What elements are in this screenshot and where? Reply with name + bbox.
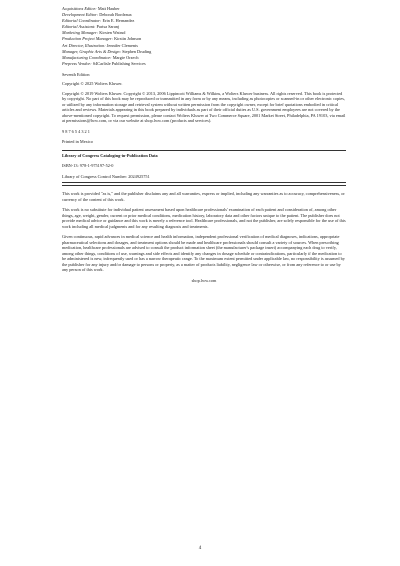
credit-name: Deborah Bordeaux xyxy=(99,12,132,18)
credit-role: Marketing Manager: xyxy=(62,30,99,36)
copyright-page xyxy=(62,6,346,283)
credits-list xyxy=(62,6,346,67)
copyright-line: Copyright © 2025 Wolters Kluwer. xyxy=(62,81,123,87)
copyright-paragraph: Copyright © 2019 Wolters Kluwer. Copyright © 2013, 2006 Lippincott Williams & Wilkins, a Wolters Kluwer business. All rights reserved. This book is protected by copyright. No part of this book may be reproduced or transmitted in any form or by any means, including as photocopies or scanned-in or other electronic copies, or utilized by any information storage and retrieval system without written permission from the copyright owner, except for brief quotations embodied in critical articles and reviews. Materials appearing in this book prepared by individuals as part of their official duties as U.S. government employees are not covered by the above-mentioned copyright. To request permission, please contact Wolters Kluwer at Two Commerce Square, 2001 Market Street, Philadelphia, PA 19103, via email at permissions@lww.com, or via our website at shop.lww.com (products and services). xyxy=(62,90,346,124)
credit-name: Kirsten Watrud xyxy=(99,30,126,36)
disclaimer-paragraph: This work is provided "as is," and the publisher disclaims any and all warranties, express or implied, including any warranties as to accuracy, comprehensiveness, or currency of the content of this work. xyxy=(62,191,345,202)
credit-name: Erin E. Hernandez xyxy=(102,18,135,24)
page-number: 4 xyxy=(198,546,202,551)
edition-text: Seventh Edition xyxy=(62,71,90,77)
credit-name: Parisa Saranj xyxy=(96,24,120,30)
disclaimer-paragraph: Given continuous, rapid advances in medical science and health information, independent professional verification of medical diagnoses, indications, appropriate pharmaceutical selections and dosages, and treatment options should be made and healthcare professionals should consult a variety of sources. When prescribing medication, healthcare professionals are advised to consult the product information sheet (the manufacturer's package insert) accompanying each drug to verify, among other things, conditions of use, warnings and side effects and identify any changes in dosage schedule or contraindications, particularly if the medication to be administered is new, infrequently used or has a narrow therapeutic range. To the maximum extent permitted under applicable law, no responsibility is assumed by the publisher for any injury and/or damage to persons or property, as a matter of products liability, negligence law or otherwise, or from any reference to or use by any person of this work. xyxy=(62,234,345,273)
cip-title: Library of Congress Cataloging-in-Publication Data xyxy=(62,152,158,158)
credit-role: Acquisitions Editor: xyxy=(62,6,97,11)
credit-role: Manager, Graphic Arts & Design: xyxy=(62,48,121,54)
credit-name: Kirstin Johnson xyxy=(114,36,142,42)
lccn-text: Library of Congress Control Number: 2024925751 xyxy=(62,173,150,179)
credit-name: S4Carlisle Publishing Services xyxy=(92,60,146,66)
credit-name: Stephen Druding xyxy=(122,48,152,54)
credit-name: Margie Orzech xyxy=(112,54,139,60)
credit-name: Jennifer Clements xyxy=(106,42,138,48)
credit-role: Editorial Assistant: xyxy=(62,24,96,30)
credit-role: Manufacturing Coordinator: xyxy=(62,54,112,60)
isbn-text: ISBN-13: 978-1-975197-52-0 xyxy=(62,163,114,169)
printed-in: Printed in Mexico xyxy=(62,139,94,145)
credit-name: Matt Hauber xyxy=(97,6,120,11)
credit-role: Editorial Coordinator: xyxy=(62,18,102,24)
disclaimer-paragraph: This work is no substitute for individual patient assessment based upon healthcare professionals' examination of each patient and consideration of, among other things, age, weight, gender, current or prior medical conditions, medication history, laboratory data and other factors unique to the patient. The publisher does not provide medical advice or guidance and this work is merely a reference tool. Healthcare professionals, and not the publisher, are solely responsible for the use of this work including all medical judgments and for any resulting diagnosis and treatments. xyxy=(62,207,346,229)
website-link[interactable]: shop.lww.com xyxy=(191,277,217,283)
cip-block xyxy=(62,150,346,184)
credit-role: Development Editor: xyxy=(62,12,99,18)
credit-role: Art Director, Illustration: xyxy=(62,42,106,48)
credit-role: Prepress Vendor: xyxy=(62,60,92,66)
divider xyxy=(62,185,346,186)
credit-line xyxy=(62,61,346,67)
print-line: 9 8 7 6 5 4 3 2 1 xyxy=(62,128,90,134)
credit-role: Production Project Manager: xyxy=(62,36,113,42)
